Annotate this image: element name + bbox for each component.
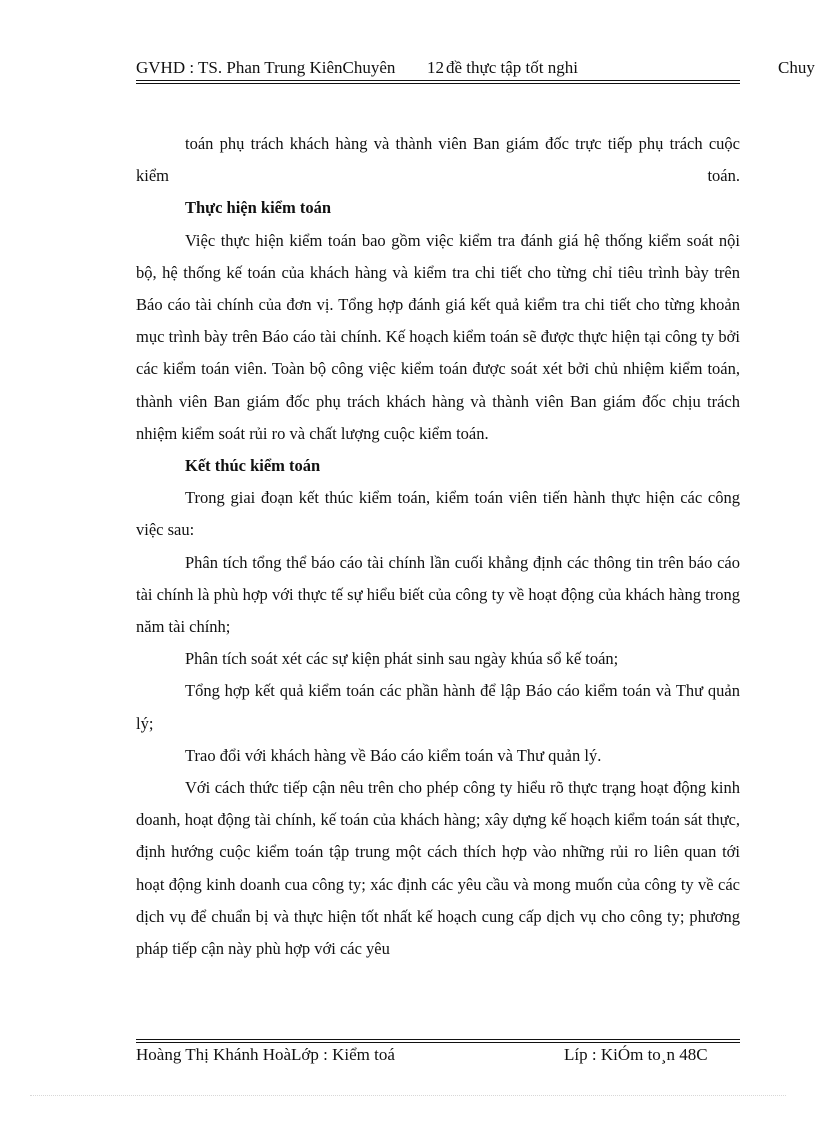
paragraph: Với cách thức tiếp cận nêu trên cho phép công ty hiểu rõ thực trạng hoạt động kinh doanh, hoạt động tài chính, kế toán của khách hàng; xây dựng kế hoạch kiểm toán sát thực, định hướng cuộc kiểm toán tập trung một cách thích hợp vào những rủi ro liên quan tới hoạt động kinh doanh cua công ty; xác định các yêu cầu và mong muốn của công ty về các dịch vụ để chuẩn bị và thực hiện tốt nhất kế hoạch cung cấp dịch vụ cho công ty; phương pháp tiếp cận này phù hợp với các yêu [136, 778, 740, 959]
paragraph: Trong giai đoạn kết thúc kiểm toán, kiểm toán viên tiến hành thực hiện các công việc sau: [136, 488, 740, 540]
footer-double-rule [136, 1039, 740, 1043]
header-title: đề thực tập tốt nghi [446, 58, 578, 77]
footer-author: Hoàng Thị Khánh HoàLớp : Kiểm toá [136, 1045, 395, 1064]
paragraph: Việc thực hiện kiểm toán bao gồm việc kiểm tra đánh giá hệ thống kiểm soát nội bộ, hệ thống kế toán của khách hàng và kiểm tra chi tiết cho từng chỉ tiêu trình bày trên Báo cáo tài chính của đơn vị. Tổng hợp đánh giá kết quả kiểm tra chi tiết cho từng khoản mục trình bày trên Báo cáo tài chính. Kế hoạch kiểm toán sẽ được thực hiện tại công ty bởi các kiểm toán viên. Toàn bộ công việc kiểm toán được soát xét bởi chủ nhiệm kiểm toán, thành viên Ban giám đốc phụ trách khách hàng và thành viên Ban giám đốc chịu trách nhiệm kiểm soát rủi ro và chất lượng cuộc kiểm toán. [136, 230, 740, 443]
paragraph: Tổng hợp kết quả kiểm toán các phần hành để lập Báo cáo kiểm toán và Thư quản lý; [136, 681, 740, 733]
document-body [136, 128, 740, 965]
header-double-rule [136, 80, 740, 84]
footer-class: Líp : KiÓm to¸n 48C [564, 1045, 708, 1064]
page-number: 12 [427, 58, 444, 77]
page-edge-dotted-line [30, 1095, 786, 1096]
paragraph: toán phụ trách khách hàng và thành viên Ban giám đốc trực tiếp phụ trách cuộc kiểm toán. [136, 134, 740, 186]
header-overflow-text: Chuy [778, 58, 815, 77]
section-heading-conclusion: Kết thúc kiểm toán [185, 456, 321, 476]
paragraph: Trao đổi với khách hàng về Báo cáo kiểm toán và Thư quản lý. [185, 745, 602, 765]
section-heading-execution: Thực hiện kiểm toán [185, 198, 332, 218]
page-header [0, 58, 816, 82]
paragraph: Phân tích tổng thể báo cáo tài chính lần cuối khẳng định các thông tin trên báo cáo tài chính là phù hợp với thực tế sự hiểu biết của công ty về hoạt động của khách hàng trong năm tài chính; [136, 552, 740, 637]
header-advisor: GVHD : TS. Phan Trung KiênChuyên [136, 58, 396, 77]
paragraph: Phân tích soát xét các sự kiện phát sinh sau ngày khúa sổ kế toán; [185, 649, 619, 669]
